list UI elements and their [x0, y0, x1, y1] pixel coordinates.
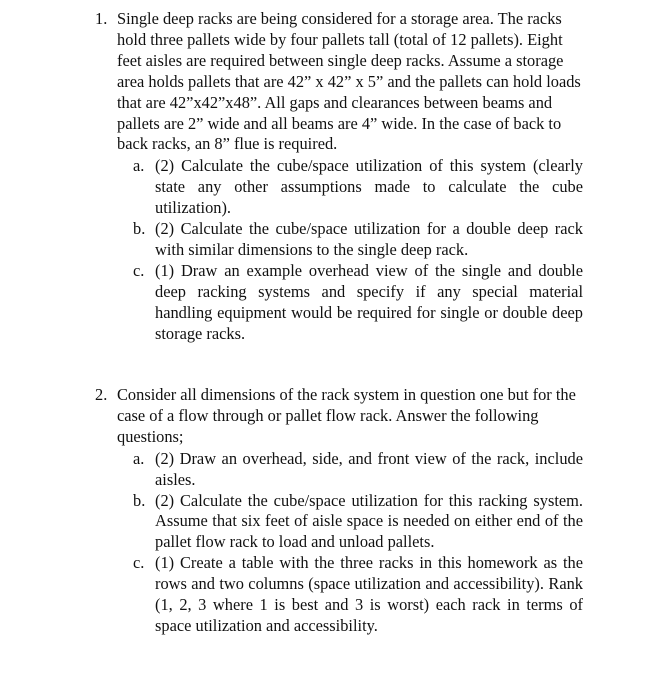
sub-question-text: (1) Draw an example overhead view of the single and double deep racking systems and specify if any special material handling equipment would be required for single or double deep storage racks.: [155, 260, 583, 343]
question-text: Single deep racks are being considered for a storage area. The racks hold three pallets wide by four pallets tall (total of 12 pallets). Eight feet aisles are required between single deep racks. Assume a storage area holds pallets that are 42” x 42” x 5” and the pallets can hold loads that are 42”x42”x48”. All gaps and clearances between beams and pallets are 2” wide and all beams are 4” wide. In the case of back to back racks, an 8” flue is required.: [117, 9, 581, 154]
question-number: 2.: [95, 385, 108, 404]
sub-question-list: [133, 156, 583, 344]
sub-question-list: [133, 449, 583, 637]
sub-question-a: [133, 449, 583, 491]
sub-question-text: (2) Calculate the cube/space utilization for this racking system. Assume that six feet of aisle space is needed on either end of the pallet flow rack to load and unload pallets.: [155, 490, 583, 552]
sub-question-letter: a.: [133, 156, 145, 176]
sub-question-text: (2) Draw an overhead, side, and front view of the rack, include aisles.: [155, 448, 583, 489]
sub-question-text: (1) Create a table with the three racks in this homework as the rows and two columns (space utilization and accessibility). Rank (1, 2, 3 where 1 is best and 3 is worst) each rack in terms of space utilization and accessibility.: [155, 553, 583, 635]
sub-question-letter: b.: [133, 219, 146, 239]
sub-question-letter: c.: [133, 553, 145, 573]
question-number: 1.: [95, 9, 108, 28]
question-2: [95, 385, 583, 637]
sub-question-letter: c.: [133, 260, 145, 280]
sub-question-b: [133, 219, 583, 261]
sub-question-text: (2) Calculate the cube/space utilization of this system (clearly state any other assumptions made to calculate the cube utilization).: [155, 156, 583, 218]
sub-question-letter: b.: [133, 490, 146, 510]
sub-question-a: [133, 156, 583, 219]
sub-question-letter: a.: [133, 448, 145, 468]
sub-question-c: [133, 261, 583, 345]
sub-question-c: [133, 553, 583, 637]
question-text: Consider all dimensions of the rack system in question one but for the case of a flow through or pallet flow rack. Answer the following questions;: [117, 385, 576, 446]
question-1: [95, 9, 583, 345]
sub-question-text: (2) Calculate the cube/space utilization for a double deep rack with similar dimensions to the single deep rack.: [155, 219, 583, 259]
sub-question-b: [133, 491, 583, 554]
